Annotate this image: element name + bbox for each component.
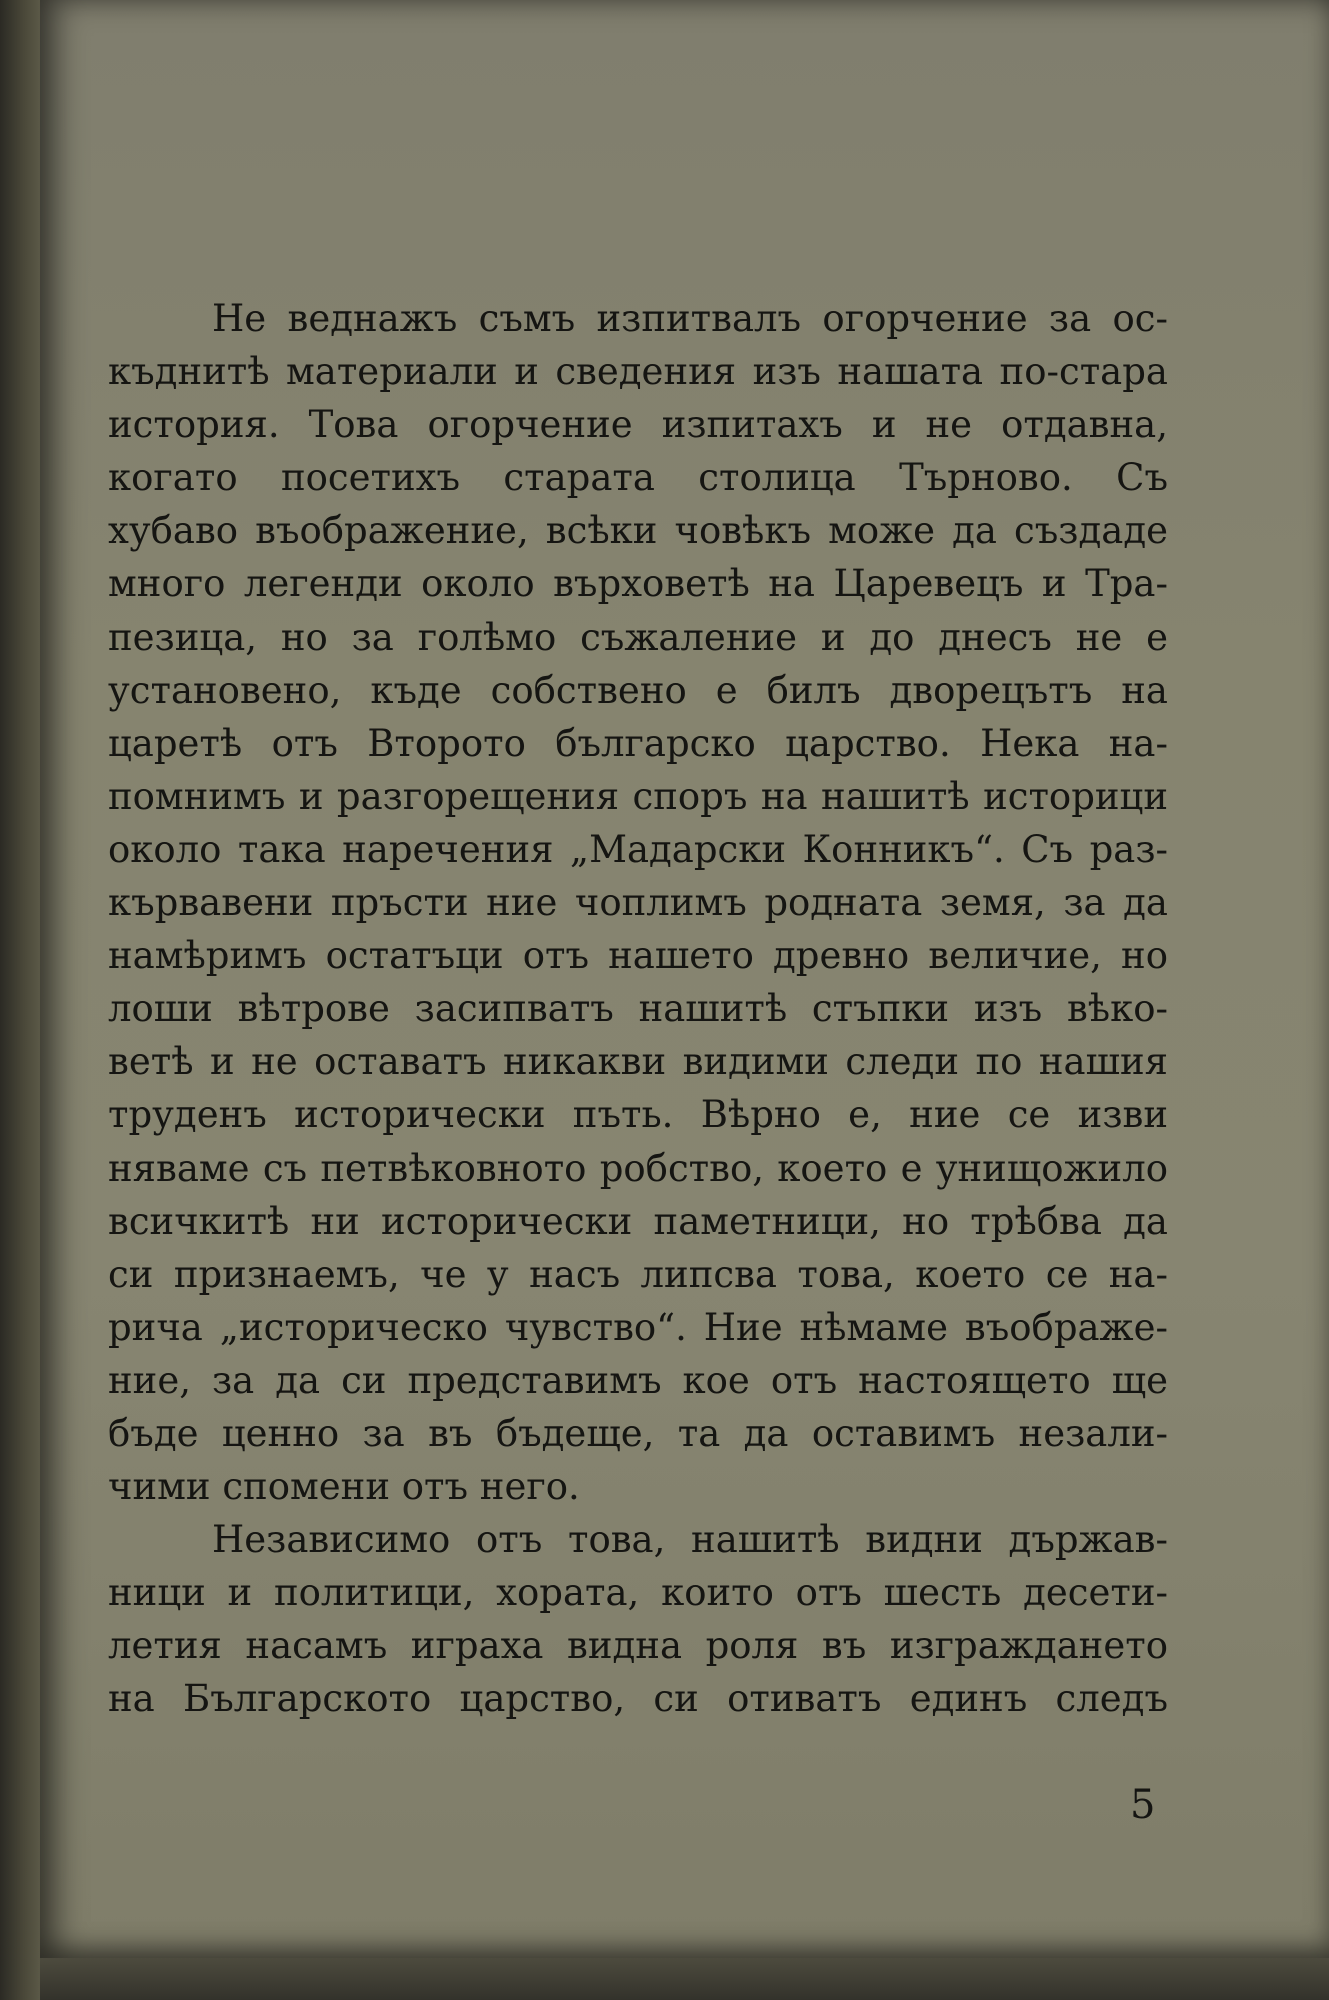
paragraph-1-line-6: много легенди около върховетѣ на Царевецъ и Тра- xyxy=(108,562,1168,606)
paragraph-1-line-12: кървавени пръсти ние чоплимъ родната земя, за да xyxy=(108,881,1168,925)
paragraph-1-line-2: къднитѣ материали и сведения изъ нашата по-стара xyxy=(108,350,1168,394)
paragraph-1-line-18: всичкитѣ ни исторически паметници, но трѣбва да xyxy=(108,1199,1168,1243)
paragraph-1-line-10: помнимъ и разгорещения споръ на нашитѣ историци xyxy=(108,774,1168,818)
paragraph-1-line-14: лоши вѣтрове засипватъ нашитѣ стъпки изъ вѣко- xyxy=(108,987,1168,1031)
paragraph-2-line-1: Независимо отъ това, нашитѣ видни държав- xyxy=(212,1518,1168,1562)
paragraph-1-line-17: няваме съ петвѣковното робство, което е унищожило xyxy=(108,1146,1168,1190)
paragraph-1-line-13: намѣримъ остатъци отъ нашето древно величие, но xyxy=(108,934,1168,978)
paragraph-1-line-3: история. Това огорчение изпитахъ и не отдавна, xyxy=(108,403,1168,447)
book-gutter xyxy=(0,0,40,2000)
paragraph-1-line-23: чими спомени отъ него. xyxy=(108,1465,580,1509)
paragraph-1-line-21: ние, за да си представимъ кое отъ настоящето ще xyxy=(108,1358,1168,1402)
paragraph-1-line-19: си признаемъ, че у насъ липсва това, което се на- xyxy=(108,1252,1168,1296)
paragraph-2-line-4: на Българското царство, си отиватъ единъ следъ xyxy=(108,1677,1168,1721)
page-bottom-edge xyxy=(40,1958,1329,2000)
page-number: 5 xyxy=(1130,1782,1156,1828)
paragraph-1-line-22: бъде ценно за въ бъдеще, та да оставимъ незали- xyxy=(108,1411,1168,1455)
page-text xyxy=(108,292,1168,1726)
paragraph-2-line-2: ници и политици, хората, които отъ шесть десети- xyxy=(108,1571,1168,1615)
paragraph-1-line-4: когато посетихъ старата столица Търново. Съ xyxy=(108,456,1168,500)
paragraph-1-line-20: рича „историческо чувство“. Ние нѣмаме въображе- xyxy=(108,1305,1168,1349)
paragraph-2-line-3: летия насамъ играха видна роля въ изграждането xyxy=(108,1624,1168,1668)
paragraph-1-line-5: хубаво въображение, всѣки човѣкъ може да създаде xyxy=(108,509,1168,553)
paragraph-1-line-11: около така наречения „Мадарски Конникъ“. Съ раз- xyxy=(108,827,1168,871)
paragraph-1-line-15: ветѣ и не оставатъ никакви видими следи по нашия xyxy=(108,1040,1168,1084)
paragraph-1-line-16: труденъ исторически пъть. Вѣрно е, ние се изви xyxy=(108,1093,1168,1137)
paragraph-1-line-1: Не веднажъ съмъ изпитвалъ огорчение за ос- xyxy=(212,297,1168,340)
paragraph-1-line-8: установено, къде собствено е билъ дворецътъ на xyxy=(108,668,1168,712)
paragraph-1-line-9: царетѣ отъ Второто българско царство. Нека на- xyxy=(108,721,1168,765)
paragraph-1-line-7: пезица, но за голѣмо съжаление и до днесъ не е xyxy=(108,615,1168,659)
